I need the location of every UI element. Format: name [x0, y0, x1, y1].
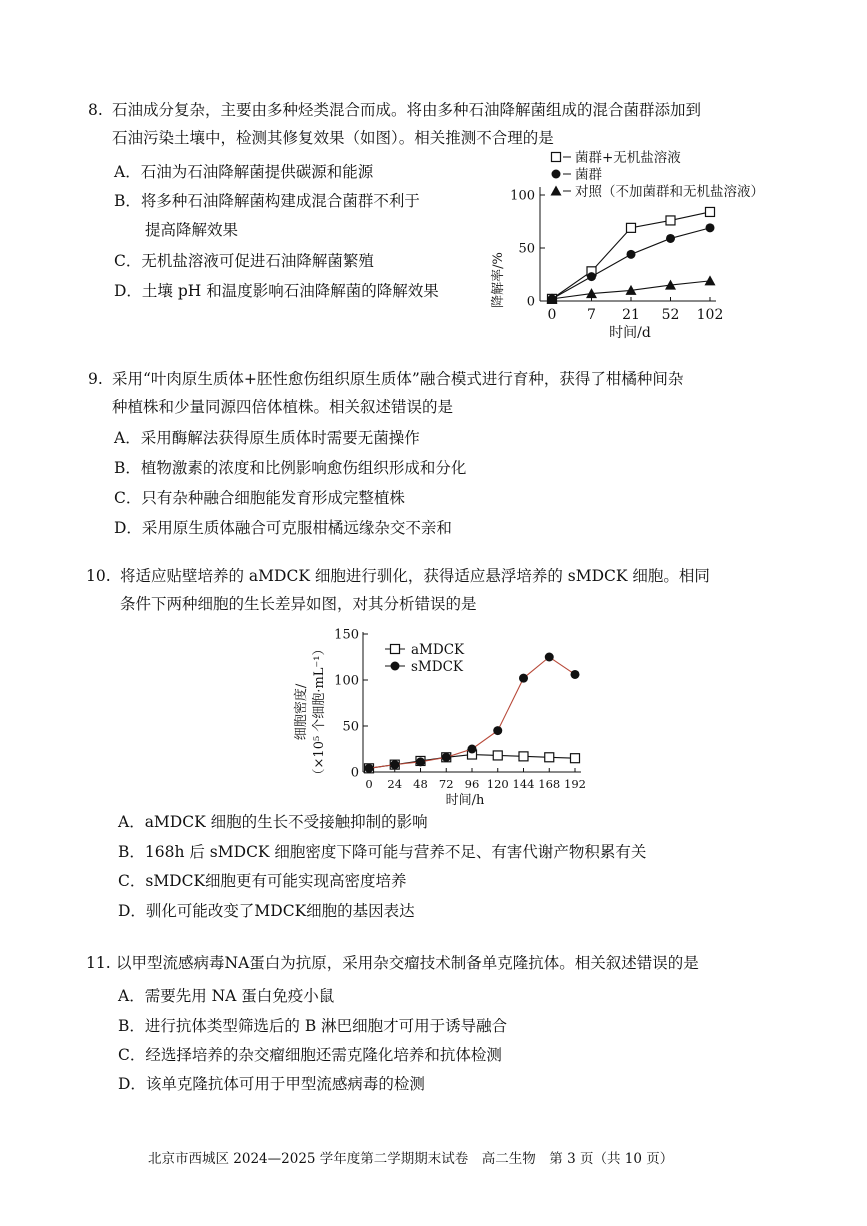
chart1-x-tick-label: 52 — [661, 307, 680, 323]
chart2-point — [493, 751, 502, 760]
q10-option-c: C．sMDCK细胞更有可能实现高密度培养 — [118, 872, 407, 890]
chart1-y-tick-label: 0 — [526, 294, 535, 310]
chart2-point — [571, 670, 580, 679]
chart2-y-tick-label: 0 — [350, 765, 359, 781]
q11-option-c: C．经选择培养的杂交瘤细胞还需克隆化培养和抗体检测 — [118, 1046, 502, 1064]
chart2-x-tick-label: 0 — [365, 777, 373, 791]
q11-number: 11. — [86, 954, 111, 972]
chart1-x-tick-label: 7 — [587, 307, 596, 323]
q9-option-d: D．采用原生质体融合可克服柑橘远缘杂交不亲和 — [114, 519, 452, 537]
chart2-x-tick-label: 144 — [512, 777, 535, 791]
chart1-x-tick-label: 102 — [696, 307, 724, 323]
q8-option-b: B．将多种石油降解菌构建成混合菌群不利于 — [114, 192, 420, 210]
chart2-y-tick-label: 50 — [342, 719, 359, 735]
cell-density-chart — [285, 620, 595, 810]
q8-option-b-cont: 提高降解效果 — [145, 221, 239, 239]
chart1-point — [666, 216, 675, 225]
chart2-point — [416, 757, 425, 766]
chart2-point — [365, 764, 374, 773]
chart1-legend-marker — [552, 170, 561, 179]
q11-option-a: A．需要先用 NA 蛋白免疫小鼠 — [118, 987, 335, 1005]
q9-number: 9. — [88, 370, 103, 388]
chart2-point — [545, 653, 554, 662]
chart1-legend-marker — [552, 153, 561, 162]
chart2-point — [493, 726, 502, 735]
chart2-x-axis-label: 时间/h — [445, 793, 485, 808]
chart2-y-axis-label-line2: （×10⁵ 个细胞·mL⁻¹） — [312, 642, 327, 782]
chart1-legend-label: 菌群+无机盐溶液 — [575, 150, 681, 166]
degradation-rate-chart — [480, 145, 810, 345]
chart2-legend-label: sMDCK — [411, 659, 463, 675]
chart2-x-tick-label: 72 — [438, 777, 454, 791]
q11-option-b: B．进行抗体类型筛选后的 B 淋巴细胞才可用于诱导融合 — [118, 1017, 508, 1035]
chart2-x-tick-label: 24 — [387, 777, 403, 791]
chart2-y-axis-label-line1: 细胞密度/ — [294, 683, 309, 741]
chart2-point — [571, 754, 580, 763]
q9-option-b: B．植物激素的浓度和比例影响愈伤组织形成和分化 — [114, 459, 467, 477]
chart1-legend-marker — [551, 186, 562, 196]
chart2-point — [519, 752, 528, 761]
chart2-x-tick-label: 48 — [413, 777, 428, 791]
chart1-x-tick-label: 0 — [547, 307, 557, 323]
chart1-point — [627, 250, 636, 259]
chart2-point — [390, 760, 399, 769]
q10-option-d: D．驯化可能改变了MDCK细胞的基因表达 — [118, 902, 415, 920]
q10-stem-line1: 将适应贴壁培养的 aMDCK 细胞进行驯化，获得适应悬浮培养的 sMDCK 细胞。相同 — [120, 567, 710, 585]
q9-stem-line1: 采用“叶肉原生质体+胚性愈伤组织原生质体”融合模式进行育种，获得了柑橘种间杂 — [112, 370, 684, 388]
chart2-legend-marker — [391, 662, 400, 671]
chart1-y-tick-label: 50 — [518, 241, 535, 257]
q9-stem-line2: 种植株和少量同源四倍体植株。相关叙述错误的是 — [112, 398, 454, 416]
chart1-point — [706, 223, 715, 232]
chart1-x-tick-label: 21 — [622, 307, 640, 323]
chart2-point — [519, 674, 528, 683]
chart2-point — [442, 753, 451, 762]
chart1-x-axis-label: 时间/d — [609, 325, 651, 341]
chart2-legend-label: aMDCK — [411, 642, 465, 658]
chart2-legend-marker — [391, 645, 400, 654]
chart1-point — [705, 275, 716, 285]
q10-stem-line2: 条件下两种细胞的生长差异如图，对其分析错误的是 — [120, 595, 477, 613]
chart1-point — [587, 272, 596, 281]
chart2-y-tick-label: 100 — [334, 673, 359, 689]
q8-option-a: A．石油为石油降解菌提供碳源和能源 — [114, 163, 374, 181]
q8-stem-line1: 石油成分复杂，主要由多种烃类混合而成。将由多种石油降解菌组成的混合菌群添加到 — [112, 101, 702, 119]
chart2-x-tick-label: 192 — [564, 777, 586, 791]
q10-number: 10. — [86, 567, 111, 585]
page-footer: 北京市西城区 2024—2025 学年度第二学期期末试卷 高二生物 第 3 页（共 10 页） — [148, 1151, 674, 1167]
q8-option-d: D．土壤 pH 和温度影响石油降解菌的降解效果 — [114, 282, 439, 300]
chart1-y-axis-label: 降解率/% — [491, 252, 506, 308]
q9-option-c: C．只有杂种融合细胞能发育形成完整植株 — [114, 489, 405, 507]
q10-option-b: B．168h 后 sMDCK 细胞密度下降可能与营养不足、有害代谢产物积累有关 — [118, 843, 647, 861]
chart2-x-tick-label: 96 — [464, 777, 480, 791]
chart1-point — [627, 223, 636, 232]
chart2-point — [545, 753, 554, 762]
q11-stem-line1: 以甲型流感病毒NA蛋白为抗原，采用杂交瘤技术制备单克隆抗体。相关叙述错误的是 — [116, 954, 699, 972]
q8-option-c: C．无机盐溶液可促进石油降解菌繁殖 — [114, 252, 374, 270]
chart2-x-tick-label: 168 — [538, 777, 561, 791]
chart1-point — [706, 207, 715, 216]
chart1-y-tick-label: 100 — [510, 188, 535, 204]
q8-number: 8. — [88, 101, 103, 119]
q10-option-a: A．aMDCK 细胞的生长不受接触抑制的影响 — [118, 813, 428, 831]
chart2-x-tick-label: 120 — [486, 777, 509, 791]
chart2-point — [468, 745, 477, 754]
chart1-legend-label: 对照（不加菌群和无机盐溶液） — [575, 184, 764, 200]
chart1-point — [666, 234, 675, 243]
chart2-y-tick-label: 150 — [334, 627, 359, 643]
q9-option-a: A．采用酶解法获得原生质体时需要无菌操作 — [114, 429, 420, 447]
q8-stem-line2: 石油污染土壤中，检测其修复效果（如图）。相关推测不合理的是 — [112, 129, 554, 147]
q11-option-d: D．该单克隆抗体可用于甲型流感病毒的检测 — [118, 1075, 425, 1093]
chart1-legend-label: 菌群 — [575, 167, 602, 183]
